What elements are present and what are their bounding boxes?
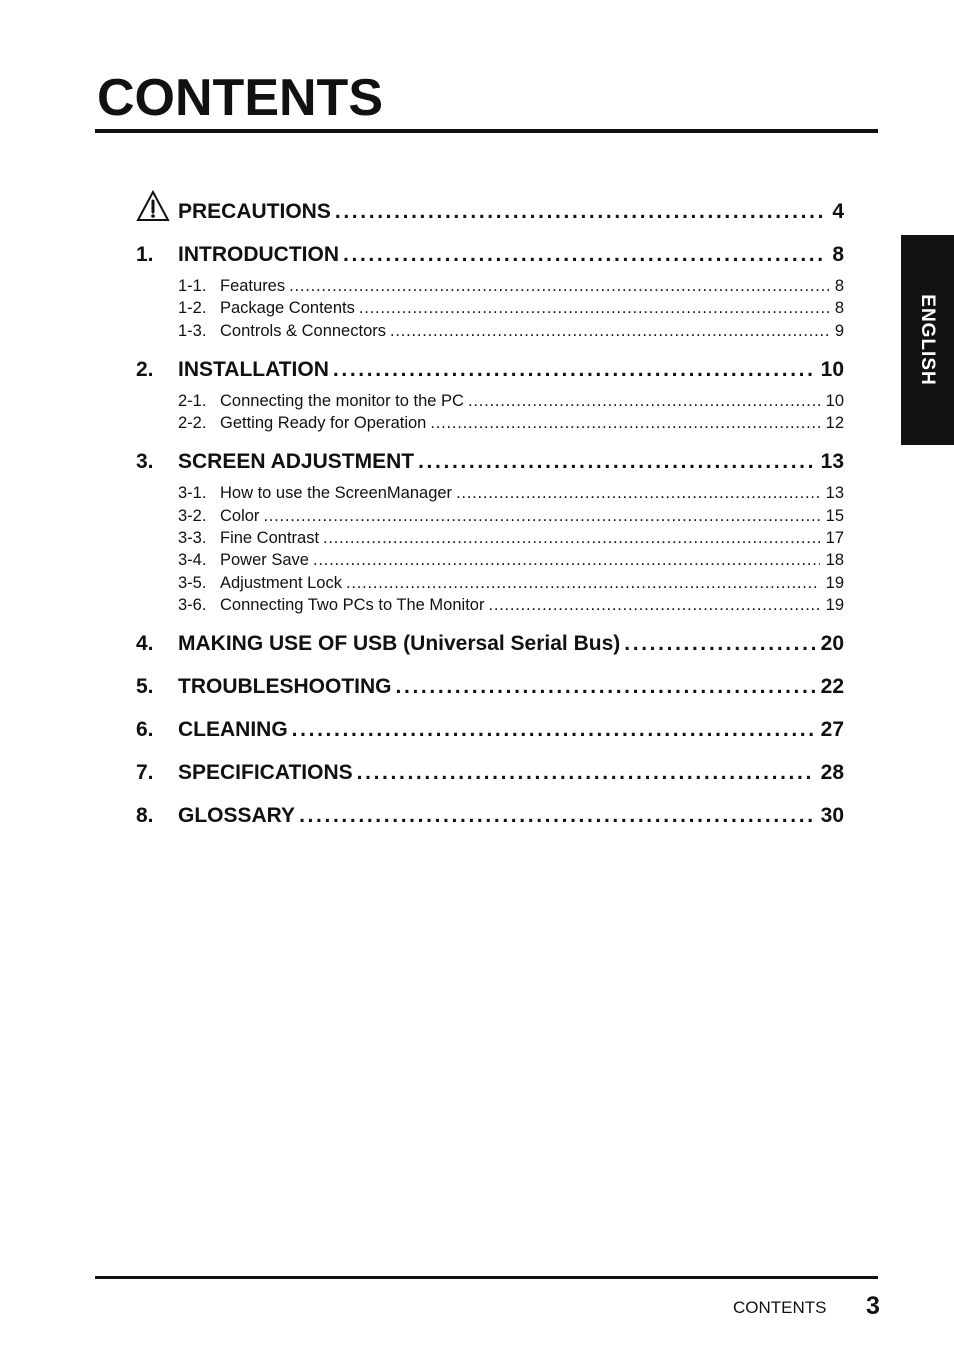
toc-entry-label: INTRODUCTION — [178, 243, 339, 266]
toc-entry-label: CLEANING — [178, 718, 288, 742]
toc-subentry-number: 2-2. — [178, 414, 207, 433]
toc-entry-number: 5. — [136, 675, 154, 699]
toc-leader-dots — [346, 572, 820, 594]
toc-leader-dots — [390, 320, 829, 342]
page-title: CONTENTS — [97, 69, 383, 127]
toc-subentry-page: 19 — [825, 573, 844, 592]
toc-leader-dots — [333, 355, 815, 385]
toc-leader-dots — [430, 412, 819, 434]
toc-subentry-number: 3-2. — [178, 506, 207, 525]
toc-entry-number: 8. — [136, 804, 154, 828]
toc-entry-label: INSTALLATION — [178, 357, 329, 381]
toc-entry[interactable] — [136, 355, 844, 385]
toc-subentry[interactable] — [136, 412, 844, 434]
toc-leader-dots — [299, 801, 815, 831]
language-tab — [901, 235, 954, 445]
toc-leader-dots — [323, 527, 820, 549]
toc-entry-page: 30 — [820, 804, 844, 828]
toc-subentry[interactable] — [136, 527, 844, 549]
toc-subentry-label: Fine Contrast — [220, 529, 320, 548]
toc-entry-number: 1. — [136, 243, 154, 266]
toc-subentry-number: 3-1. — [178, 484, 207, 503]
toc-entry-number: 2. — [136, 357, 154, 381]
toc-subentry-label: Connecting the monitor to the PC — [220, 391, 464, 410]
toc-leader-dots — [289, 275, 829, 297]
toc-entry[interactable] — [136, 190, 844, 227]
toc-subentry-page: 13 — [825, 484, 844, 503]
toc-entry-number: 7. — [136, 761, 154, 785]
toc-leader-dots — [359, 297, 829, 319]
footer-page-number: 3 — [866, 1292, 880, 1320]
toc-entry-page: 20 — [820, 632, 844, 656]
toc-leader-dots — [624, 629, 814, 659]
toc-leader-dots — [456, 482, 820, 504]
toc-leader-dots — [343, 240, 826, 270]
toc-entry-label: SPECIFICATIONS — [178, 761, 353, 785]
toc-entry-label: TROUBLESHOOTING — [178, 675, 392, 699]
toc-subentry-number: 1-2. — [178, 299, 207, 318]
toc-subentry-page: 17 — [825, 529, 844, 548]
toc-subentry-label: Power Save — [220, 551, 309, 570]
toc-entry-page: 8 — [832, 243, 844, 266]
toc-entry-label: GLOSSARY — [178, 804, 296, 828]
toc-subentry-page: 19 — [825, 595, 844, 614]
toc-entry-number: 3. — [136, 450, 154, 474]
toc-subentry[interactable] — [136, 505, 844, 527]
toc-subentry-label: Getting Ready for Operation — [220, 414, 427, 433]
toc-subentry[interactable] — [136, 275, 844, 297]
toc-leader-dots — [488, 594, 819, 616]
toc-subentry[interactable] — [136, 297, 844, 319]
toc-subentry-label: Connecting Two PCs to The Monitor — [220, 595, 485, 614]
toc-entry-number: 6. — [136, 718, 154, 742]
toc-subentry[interactable] — [136, 594, 844, 616]
toc-subentry-number: 2-1. — [178, 391, 207, 410]
toc-entry-label: SCREEN ADJUSTMENT — [178, 450, 415, 474]
toc-subentry-page: 18 — [825, 551, 844, 570]
toc-subentry-number: 3-4. — [178, 551, 207, 570]
toc-subentry-page: 8 — [834, 277, 844, 295]
toc-subentry[interactable] — [136, 390, 844, 412]
toc-subentry-number: 3-3. — [178, 529, 207, 548]
toc-entry[interactable] — [136, 240, 844, 270]
toc-subentry-page: 15 — [825, 506, 844, 525]
toc-entry[interactable] — [136, 758, 844, 788]
footer-rule — [95, 1276, 878, 1279]
toc-leader-dots — [357, 758, 815, 788]
toc-entry[interactable] — [136, 629, 844, 659]
toc-subentry-label: Adjustment Lock — [220, 573, 342, 592]
toc-subentry-page: 12 — [825, 414, 844, 433]
toc-entry-label: PRECAUTIONS — [178, 200, 331, 223]
toc-entry[interactable] — [136, 801, 844, 831]
toc-subentry-label: Controls & Connectors — [220, 321, 386, 340]
language-tab-label: ENGLISH — [917, 294, 938, 386]
toc-entry[interactable] — [136, 715, 844, 745]
toc-leader-dots — [418, 447, 815, 477]
toc-subentry[interactable] — [136, 549, 844, 571]
toc-subentry[interactable] — [136, 572, 844, 594]
toc-leader-dots — [292, 715, 815, 745]
toc-subentry[interactable] — [136, 482, 844, 504]
toc-entry-label: MAKING USE OF USB (Universal Serial Bus) — [178, 632, 621, 656]
footer-section-label: CONTENTS — [733, 1298, 827, 1317]
toc-entry-page: 22 — [820, 675, 844, 699]
toc-entry[interactable] — [136, 447, 844, 477]
toc-entry-page: 10 — [820, 357, 844, 381]
toc-entry-number — [136, 190, 178, 227]
toc-subentry[interactable] — [136, 320, 844, 342]
toc-subentry-label: Color — [220, 506, 260, 525]
warning-triangle-icon — [136, 190, 170, 222]
toc-entry-page: 27 — [820, 718, 844, 742]
toc-subentry-number: 1-1. — [178, 277, 207, 295]
toc-leader-dots — [313, 549, 820, 571]
table-of-contents — [136, 190, 844, 831]
toc-entry-page: 4 — [832, 200, 844, 223]
toc-leader-dots — [335, 197, 826, 227]
toc-subentry-page: 8 — [834, 299, 844, 318]
toc-subentry-number: 1-3. — [178, 321, 207, 340]
title-rule — [95, 129, 878, 133]
toc-subentry-number: 3-5. — [178, 573, 207, 592]
toc-subentry-number: 3-6. — [178, 595, 207, 614]
toc-subentry-label: Package Contents — [220, 299, 355, 318]
toc-leader-dots — [468, 390, 820, 412]
toc-subentry-page: 9 — [834, 321, 844, 340]
toc-subentry-label: How to use the ScreenManager — [220, 484, 453, 503]
toc-subentry-label: Features — [220, 277, 286, 295]
toc-subentry-page: 10 — [825, 391, 844, 410]
toc-entry-page: 13 — [820, 450, 844, 474]
toc-entry-page: 28 — [820, 761, 844, 785]
toc-leader-dots — [396, 672, 815, 702]
toc-entry-number: 4. — [136, 632, 154, 656]
toc-entry[interactable] — [136, 672, 844, 702]
toc-leader-dots — [263, 505, 819, 527]
